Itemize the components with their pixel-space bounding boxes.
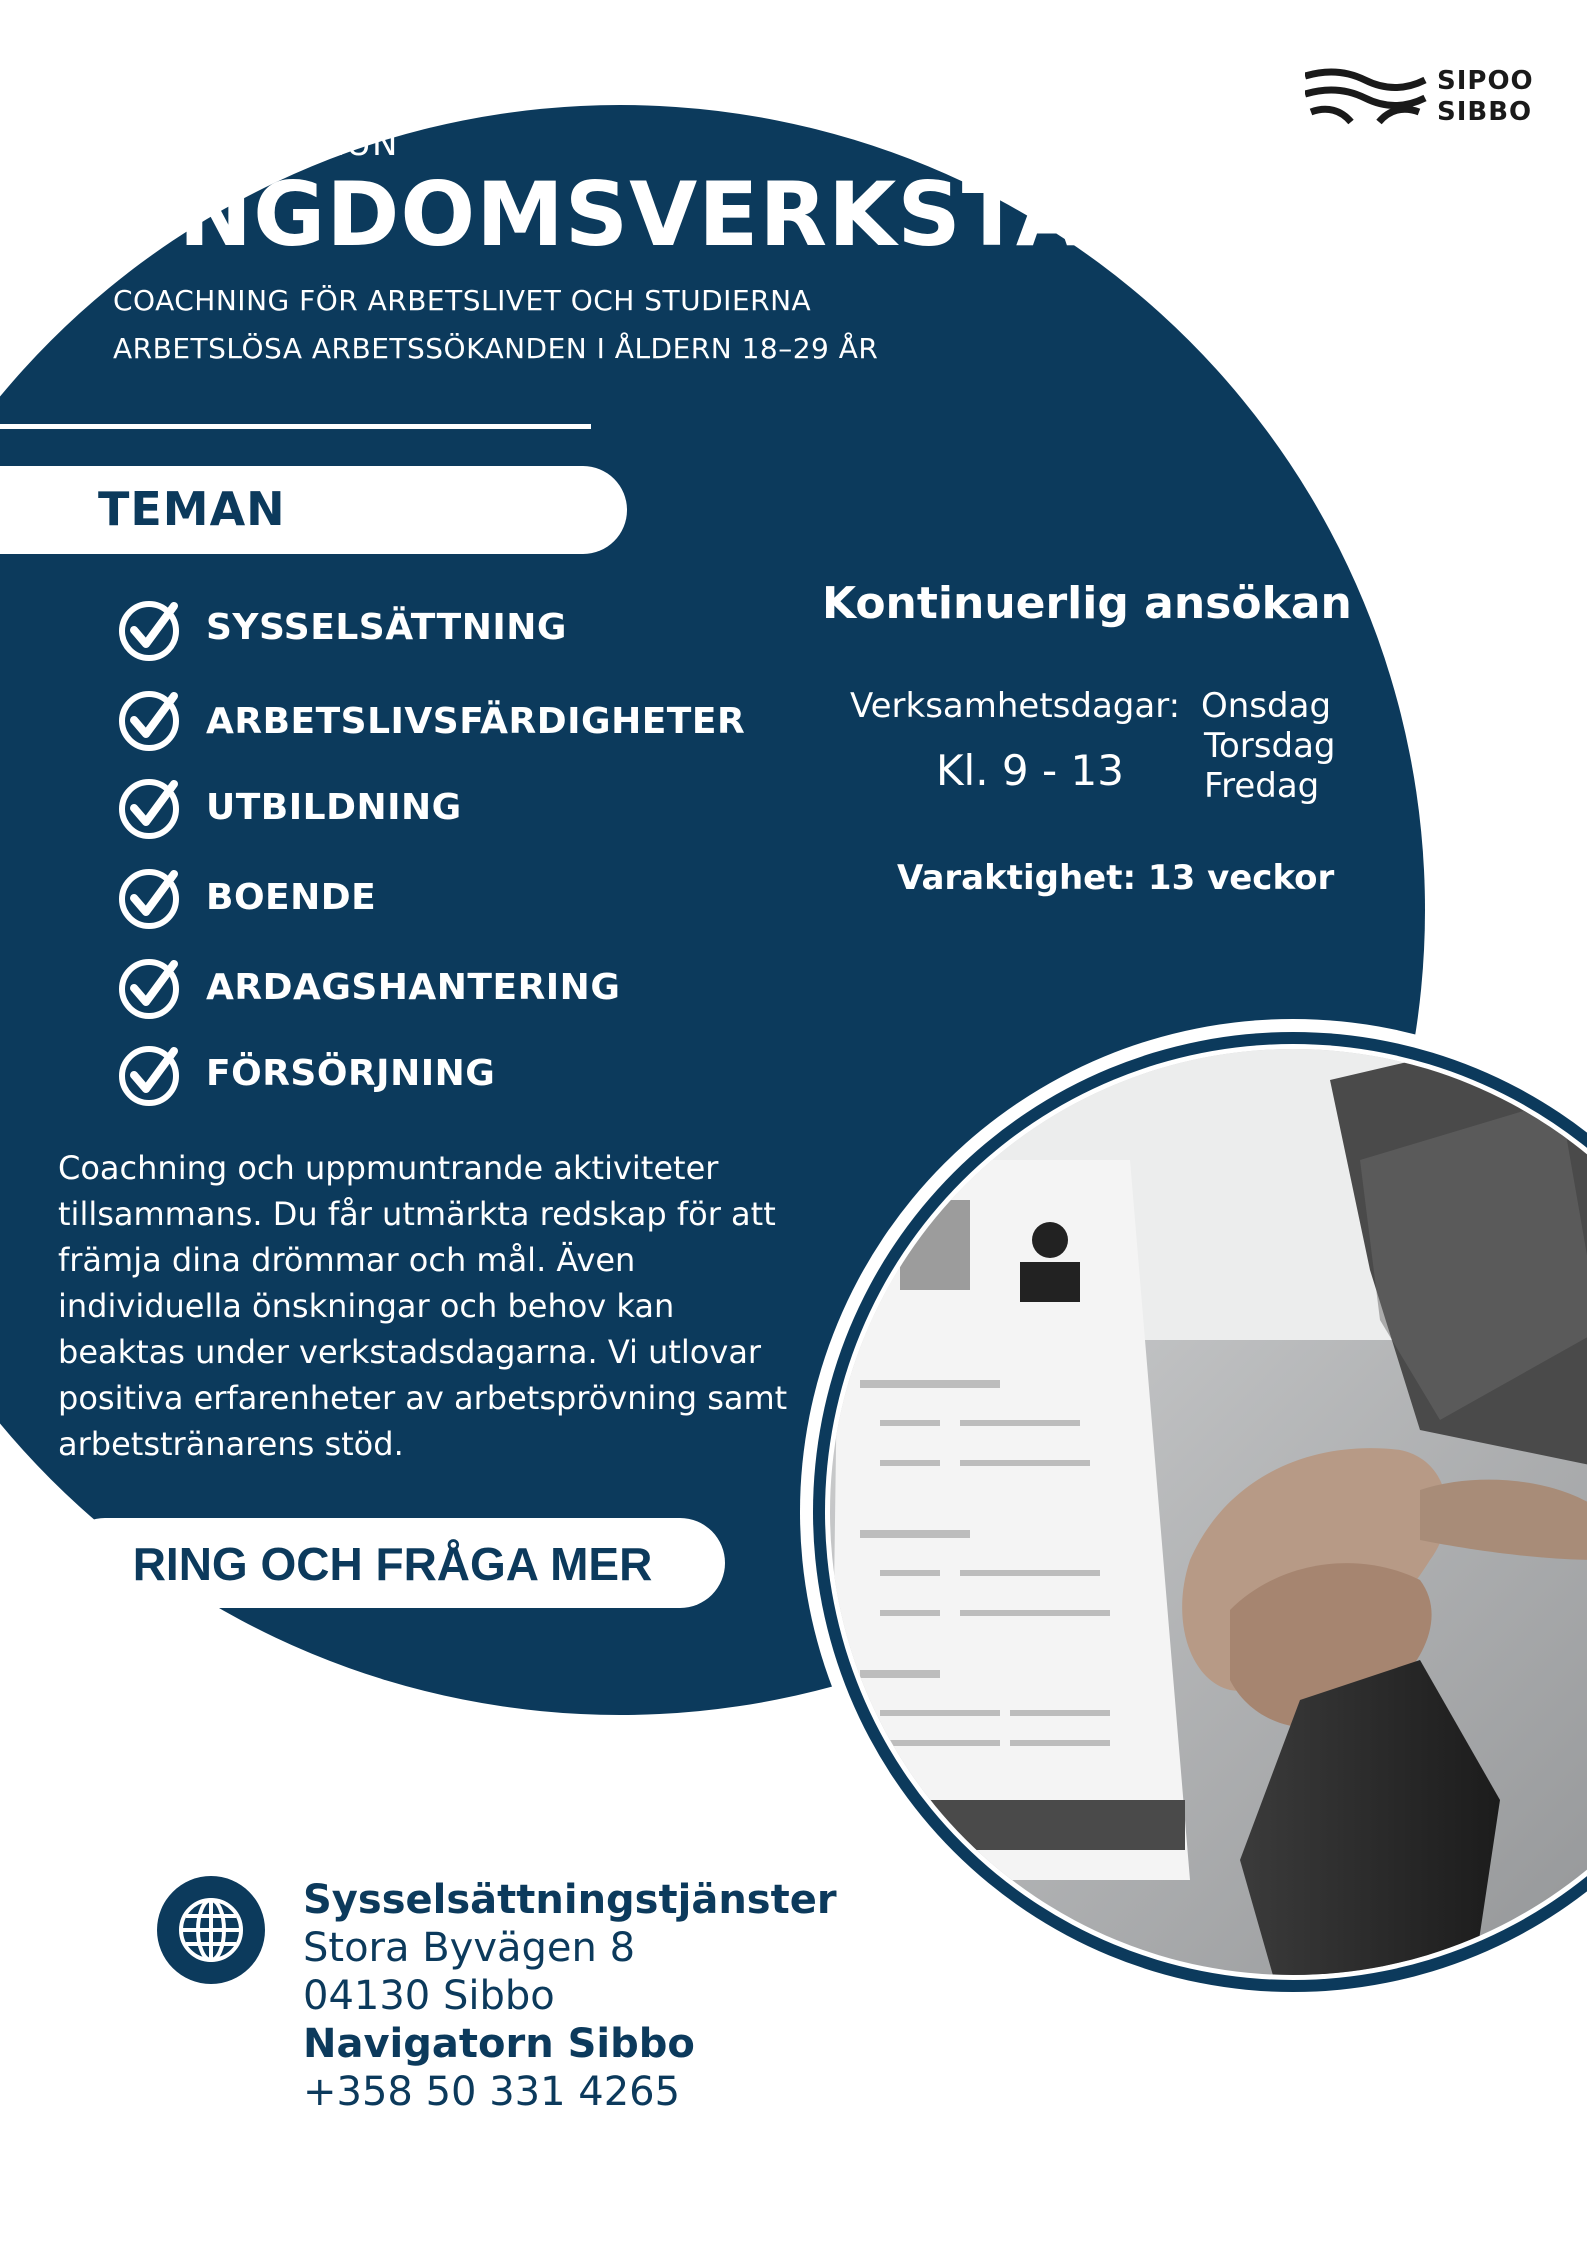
contact-street: Stora Byvägen 8: [303, 1925, 636, 1971]
themes-heading-pill: [0, 466, 627, 554]
themes-heading: TEMAN: [98, 482, 286, 536]
subtitle-coaching: COACHNING FÖR ARBETSLIVET OCH STUDIERNA: [113, 284, 812, 317]
contact-organization: Sysselsättningstjänster: [303, 1877, 837, 1923]
contact-phone[interactable]: +358 50 331 4265: [303, 2069, 681, 2115]
header-divider: [0, 424, 591, 429]
application-heading: Kontinuerlig ansökan: [822, 578, 1352, 629]
day-item: Fredag: [1204, 766, 1320, 806]
theme-item: ARBETSLIVSFÄRDIGHETER: [206, 701, 746, 742]
subtitle-audience: ARBETSLÖSA ARBETSSÖKANDEN I ÅLDERN 18–29 ÅR: [113, 332, 879, 365]
theme-item: BOENDE: [206, 877, 377, 918]
theme-item: SYSSELSÄTTNING: [206, 607, 567, 648]
day-item: Torsdag: [1204, 726, 1336, 766]
check-circle-icon: [116, 956, 182, 1022]
opening-hours: Kl. 9 - 13: [936, 746, 1124, 795]
municipality-label: SIBBO KOMMUN: [115, 124, 399, 164]
check-circle-icon: [116, 866, 182, 932]
duration-label: Varaktighet: 13 veckor: [897, 858, 1335, 898]
check-circle-icon: [116, 598, 182, 664]
call-and-ask-button[interactable]: [60, 1518, 725, 1608]
theme-item: UTBILDNING: [206, 787, 462, 828]
globe-icon: [157, 1876, 265, 1984]
check-circle-icon: [116, 688, 182, 754]
contact-postal: 04130 Sibbo: [303, 1973, 555, 2019]
contact-place: Navigatorn Sibbo: [303, 2021, 695, 2067]
theme-item: ARDAGSHANTERING: [206, 967, 621, 1008]
days-label: Verksamhetsdagar:: [850, 686, 1181, 726]
check-circle-icon: [116, 776, 182, 842]
day-item: Onsdag: [1201, 686, 1332, 726]
logo-text-sibbo: SIBBO: [1437, 97, 1533, 127]
logo-text-sipoo: SIPOO: [1437, 66, 1534, 96]
check-circle-icon: [116, 1043, 182, 1109]
page-title: UNGDOMSVERKSTAD: [106, 163, 1160, 266]
call-and-ask-label: RING OCH FRÅGA MER: [132, 1538, 653, 1590]
theme-item: FÖRSÖRJNING: [206, 1053, 496, 1094]
description-paragraph: Coachning och uppmuntrande aktiviteter tillsammans. Du får utmärkta redskap för att främja dina drömmar och mål. Även individuella önskningar och behov kan beaktas under verkstadsdagarna. Vi utlovar positiva erfarenheter av arbetsprövning samt arbetstränarens stöd.: [58, 1149, 788, 1463]
